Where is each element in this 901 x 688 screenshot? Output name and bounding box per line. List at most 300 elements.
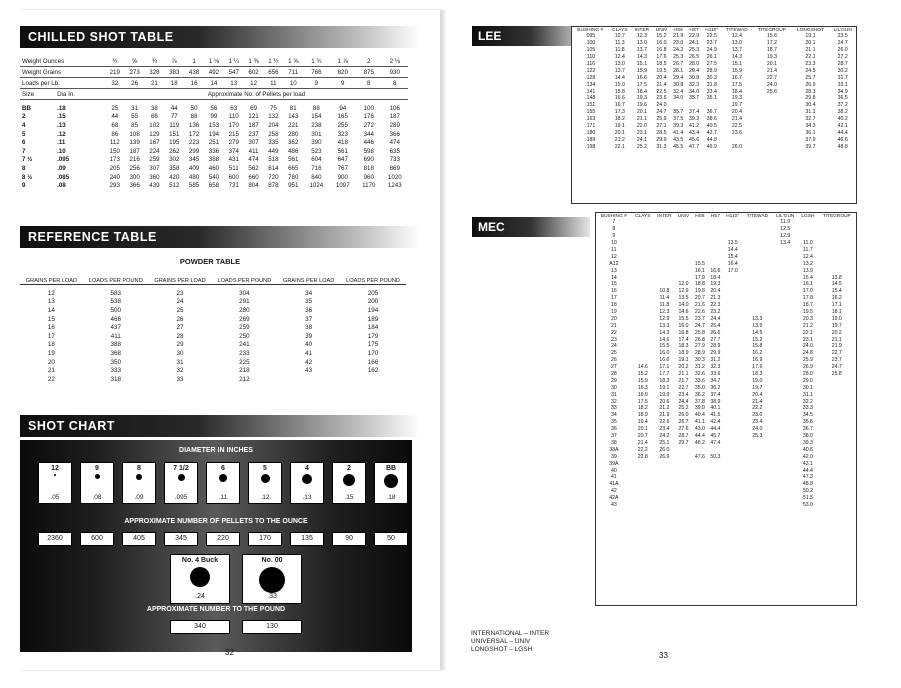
table-cell: 50.2: [802, 488, 813, 495]
table-cell: 23.1: [802, 336, 813, 343]
table-cell: 14.3: [659, 329, 670, 336]
table-cell: [654, 253, 675, 260]
table-cell: 132: [268, 113, 279, 121]
table-cell: 51.5: [802, 495, 813, 502]
loads-header: LOADS PER POUND: [211, 266, 277, 285]
table-row: [20, 56, 408, 67]
table-cell: 34.0: [673, 95, 684, 102]
table-cell: [654, 247, 675, 254]
table-cell: 200: [367, 298, 379, 306]
table-cell: [742, 288, 772, 295]
table-cell: 438: [184, 67, 204, 78]
table-cell: 1243: [387, 182, 402, 190]
table-cell: 20.4: [656, 74, 667, 81]
table-cell: [702, 102, 722, 109]
pellets-caption: APPROXIMATE NUMBER OF PELLETS TO THE OUNCE: [124, 518, 308, 525]
shot-size: 4: [305, 465, 309, 472]
shot-size: 9: [95, 465, 99, 472]
table-cell: [772, 260, 798, 267]
table-cell: 33.4: [706, 88, 717, 95]
table-cell: ⅝: [125, 56, 145, 67]
reference-table-title-text: REFERENCE TABLE: [28, 230, 157, 244]
table-cell: 36.2: [694, 391, 705, 398]
table-cell: 11.9: [780, 219, 791, 226]
table-cell: 18.8: [694, 281, 705, 288]
table-cell: 44: [111, 113, 119, 121]
table-cell: [723, 343, 742, 350]
table-cell: 19: [610, 309, 617, 316]
table-cell: 34: [610, 412, 617, 419]
table-cell: [723, 502, 742, 509]
table-cell: [675, 474, 692, 481]
table-cell: 14.3: [731, 54, 743, 61]
table-cell: [632, 495, 654, 502]
table-cell: [632, 247, 654, 254]
table-cell: 166: [367, 358, 379, 366]
table-cell: 23.5: [837, 33, 848, 40]
table-cell: 28.7: [678, 433, 689, 440]
table-cell: 36.1: [805, 129, 816, 136]
table-cell: 13.4: [780, 240, 791, 247]
table-cell: 205: [109, 164, 120, 172]
table-cell: 216: [129, 156, 140, 164]
table-cell: 869: [389, 164, 400, 172]
table-cell: 766: [303, 67, 329, 78]
table-cell: 17.5: [636, 81, 647, 88]
table-cell: 35: [610, 419, 617, 426]
table-row: [596, 240, 856, 247]
table-cell: [818, 460, 856, 467]
table-cell: 21: [47, 367, 55, 375]
column-header: LGSH: [801, 214, 815, 219]
table-cell: 480: [188, 173, 200, 181]
table-cell: [818, 233, 856, 240]
table-cell: .100: [585, 40, 596, 47]
table-cell: 24.2: [673, 47, 684, 54]
table-cell: 241: [239, 341, 250, 349]
table-cell: 486: [288, 147, 299, 155]
table-cell: 151: [169, 130, 180, 138]
table-cell: 13.0: [731, 40, 743, 47]
table-cell: 19.8: [694, 288, 705, 295]
table-cell: [772, 426, 798, 433]
table-cell: 14.5: [831, 281, 842, 288]
table-row: [596, 281, 856, 288]
table-cell: 48.8: [837, 143, 848, 150]
table-cell: .180: [585, 129, 596, 136]
table-cell: [772, 336, 798, 343]
table-cell: 21.2: [802, 322, 813, 329]
table-cell: [772, 474, 798, 481]
table-row: [596, 391, 856, 398]
table-cell: 16: [610, 288, 617, 295]
table-cell: 77: [170, 113, 178, 121]
table-cell: [772, 357, 798, 364]
table-cell: 30.3: [694, 357, 705, 364]
table-cell: [798, 226, 817, 233]
table-row: [20, 315, 406, 324]
table-cell: 46.9: [706, 143, 717, 150]
table-cell: 15: [47, 315, 55, 323]
table-cell: 26.6: [710, 329, 721, 336]
table-cell: 585: [188, 182, 200, 190]
table-cell: 119: [169, 121, 180, 129]
table-cell: [723, 412, 742, 419]
shot-size: 5: [263, 465, 267, 472]
table-cell: 27: [176, 324, 184, 332]
table-cell: 449: [268, 147, 279, 155]
column-header: TITEWAD: [746, 214, 769, 219]
table-cell: 45.6: [689, 136, 700, 143]
table-cell: 27.2: [837, 54, 848, 61]
column-header: TITEWAD: [726, 28, 748, 33]
table-cell: [708, 502, 724, 509]
table-cell: 13.2: [802, 260, 813, 267]
table-cell: 16.9: [637, 391, 648, 398]
table-cell: [818, 419, 856, 426]
table-cell: [818, 398, 856, 405]
table-cell: 600: [228, 173, 239, 181]
table-cell: [722, 136, 753, 143]
table-cell: 323: [337, 130, 348, 138]
table-cell: [818, 405, 856, 412]
table-cell: 17.1: [659, 364, 670, 371]
table-cell: 40: [305, 341, 313, 349]
table-cell: 13: [47, 298, 55, 306]
table-cell: [675, 488, 692, 495]
table-cell: 23.0: [673, 40, 684, 47]
table-cell: [772, 391, 798, 398]
shot-size: BB: [22, 104, 31, 112]
table-cell: [632, 309, 654, 316]
table-cell: 767: [337, 164, 348, 172]
table-cell: 25.9: [656, 116, 667, 123]
table-cell: 17.0: [727, 267, 738, 274]
table-cell: 12.9: [659, 315, 670, 322]
table-cell: 34.3: [805, 123, 816, 130]
table-cell: [723, 233, 742, 240]
table-cell: 13: [224, 78, 244, 89]
table-row: [572, 67, 856, 74]
table-cell: [692, 219, 708, 226]
table-row: [596, 453, 856, 460]
table-cell: [772, 267, 798, 274]
table-cell: 189: [367, 315, 379, 323]
pellet-dot: [343, 474, 355, 486]
shot-size: 7 1/2: [173, 465, 189, 472]
table-cell: 14.6: [637, 364, 648, 371]
lee-title-text: LEE: [478, 29, 502, 43]
table-cell: 511: [228, 164, 239, 172]
table-cell: 16.4: [727, 260, 738, 267]
table-cell: [818, 467, 856, 474]
table-row: [596, 488, 856, 495]
table-cell: [723, 281, 742, 288]
table-cell: 24.4: [710, 315, 721, 322]
lee-table: [572, 27, 856, 150]
shot-size: BB: [385, 465, 397, 472]
table-cell: 221: [288, 121, 299, 129]
mec-title-text: MEC: [478, 220, 505, 234]
table-cell: [670, 102, 686, 109]
table-cell: 24.1: [636, 136, 647, 143]
table-cell: 21.7: [678, 377, 689, 384]
table-row: [596, 502, 856, 509]
table-cell: [818, 391, 856, 398]
table-cell: [772, 502, 798, 509]
table-cell: 34.9: [837, 88, 848, 95]
table-cell: [752, 116, 791, 123]
table-cell: [818, 488, 856, 495]
table-cell: 466: [110, 315, 121, 323]
chilled-shot-title: [20, 26, 420, 48]
table-cell: 31: [176, 358, 184, 366]
shot-diameter: .05: [50, 494, 60, 501]
table-cell: 1020: [387, 173, 402, 181]
table-cell: [632, 233, 654, 240]
table-cell: 16: [47, 324, 55, 332]
table-row: [20, 67, 408, 78]
table-cell: A12: [609, 260, 619, 267]
table-cell: 100: [363, 104, 374, 112]
table-row: [596, 336, 856, 343]
table-cell: [654, 226, 675, 233]
table-cell: [675, 260, 692, 267]
table-cell: 30.2: [837, 67, 848, 74]
table-cell: [708, 233, 724, 240]
table-cell: 15.5: [659, 343, 670, 350]
table-cell: 34.7: [710, 377, 721, 384]
table-cell: 24.5: [805, 67, 816, 74]
table-cell: 170: [367, 349, 379, 357]
table-cell: 318: [110, 375, 121, 383]
shot-chart-title-text: SHOT CHART: [28, 419, 115, 433]
table-cell: 34: [305, 289, 313, 297]
table-cell: 21.1: [831, 336, 842, 343]
table-cell: 31.3: [656, 143, 667, 150]
table-cell: 38.2: [837, 109, 848, 116]
table-cell: 170: [228, 121, 239, 129]
pellet-count: 135: [290, 532, 324, 546]
table-cell: 102: [149, 121, 160, 129]
table-cell: [692, 481, 708, 488]
table-cell: 18.4: [636, 88, 647, 95]
table-row: [596, 419, 856, 426]
table-cell: [708, 253, 724, 260]
table-cell: 44.4: [694, 433, 705, 440]
table-cell: 11.3: [614, 40, 625, 47]
column-header: HS6: [673, 28, 683, 33]
table-cell: [708, 474, 724, 481]
table-cell: [708, 240, 724, 247]
shot-size: 4: [22, 121, 26, 129]
table-cell: [772, 412, 798, 419]
table-cell: [742, 295, 772, 302]
table-cell: 38: [305, 324, 313, 332]
table-row: [572, 33, 856, 40]
table-cell: 35.7: [673, 109, 684, 116]
table-cell: 42.1: [837, 123, 848, 130]
table-row: [596, 274, 856, 281]
table-cell: 38A: [609, 446, 619, 453]
table-cell: [742, 474, 772, 481]
table-cell: [772, 460, 798, 467]
table-cell: 16.6: [636, 74, 647, 81]
table-row: [596, 467, 856, 474]
table-row: [596, 226, 856, 233]
table-cell: 259: [239, 324, 250, 332]
column-header: H110°: [705, 28, 719, 33]
table-cell: 1: [184, 56, 204, 67]
table-cell: 733: [389, 156, 400, 164]
table-cell: 28.5: [656, 129, 667, 136]
table-cell: 28.9: [706, 67, 717, 74]
table-cell: 81: [289, 104, 297, 112]
shot-size: 2: [347, 465, 351, 472]
table-cell: [818, 502, 856, 509]
table-cell: [675, 226, 692, 233]
table-cell: 75: [269, 104, 277, 112]
table-cell: 23.3: [805, 61, 816, 67]
shot-diameter: .09: [134, 494, 144, 501]
table-cell: 37.5: [673, 116, 684, 123]
table-cell: 39: [305, 332, 313, 340]
pellet-dot: [190, 567, 210, 587]
table-cell: 22.2: [637, 446, 648, 453]
table-cell: 31: [131, 104, 139, 112]
mec-title: [472, 217, 590, 237]
table-cell: 18: [164, 78, 184, 89]
pound-caption: APPROXIMATE NUMBER TO THE POUND: [146, 606, 286, 613]
table-cell: 29.9: [656, 136, 667, 143]
pellet-count: 405: [122, 532, 156, 546]
table-cell: 409: [188, 164, 200, 172]
table-cell: 2 ⅛: [382, 56, 408, 67]
table-cell: 17: [47, 332, 55, 340]
table-cell: .095: [585, 33, 596, 40]
table-cell: 18.4: [731, 88, 743, 95]
table-cell: 27.6: [678, 426, 689, 433]
table-cell: 43: [610, 501, 617, 508]
table-cell: 875: [356, 67, 382, 78]
table-cell: [818, 433, 856, 440]
table-cell: 28: [176, 332, 184, 340]
table-cell: 36.7: [706, 109, 717, 116]
column-header: CLAYS: [635, 214, 651, 219]
table-row: [572, 123, 856, 130]
table-cell: 35.7: [689, 95, 700, 102]
table-row: [20, 78, 408, 89]
table-cell: 14.0: [678, 302, 689, 309]
table-row: [596, 384, 856, 391]
table-cell: [818, 384, 856, 391]
table-cell: [752, 129, 791, 136]
table-cell: .141: [585, 88, 596, 95]
table-cell: [723, 371, 742, 378]
table-cell: [723, 467, 742, 474]
table-cell: 1 ¼: [224, 56, 244, 67]
table-cell: [723, 453, 742, 460]
table-cell: 38: [610, 439, 617, 446]
table-cell: 28.0: [689, 61, 700, 67]
table-cell: [818, 219, 856, 226]
table-cell: 29.9: [710, 350, 721, 357]
table-cell: 37.9: [805, 136, 816, 143]
table-cell: 21.9: [673, 33, 684, 40]
table-cell: 25.7: [805, 74, 816, 81]
table-cell: 37: [305, 315, 313, 323]
table-cell: 15.2: [656, 33, 667, 40]
table-row: [572, 74, 856, 81]
table-cell: [632, 343, 654, 350]
table-cell: 10: [283, 78, 303, 89]
table-row: [596, 288, 856, 295]
table-cell: [742, 226, 772, 233]
table-cell: [692, 467, 708, 474]
table-cell: [723, 364, 742, 371]
reference-table-title: [20, 226, 420, 248]
table-cell: [772, 446, 798, 453]
legend-line: INTERNATIONAL – INTER: [471, 630, 550, 637]
table-cell: [723, 309, 742, 316]
table-cell: 39.3: [802, 439, 813, 446]
table-cell: 41.2: [689, 123, 700, 130]
table-cell: 153: [208, 121, 220, 129]
table-cell: 33: [176, 375, 184, 383]
table-cell: 665: [288, 164, 299, 172]
table-cell: 21: [145, 78, 165, 89]
table-cell: 562: [248, 164, 259, 172]
table-cell: 820: [330, 67, 356, 78]
table-cell: [675, 247, 692, 254]
column-header: INTER: [657, 214, 672, 219]
table-cell: [675, 274, 692, 281]
table-cell: [675, 453, 692, 460]
table-cell: 345: [188, 156, 200, 164]
table-cell: [723, 481, 742, 488]
table-cell: 1097: [335, 182, 350, 190]
table-cell: 28.9: [710, 343, 721, 350]
table-cell: 224: [149, 147, 160, 155]
table-cell: 53.0: [802, 501, 813, 508]
table-cell: 88: [190, 113, 198, 121]
table-cell: 22.5: [656, 88, 667, 95]
table-row: [20, 298, 406, 307]
table-cell: 32.4: [673, 88, 684, 95]
table-cell: 255: [337, 121, 348, 129]
table-row: [596, 426, 856, 433]
table-row: [20, 181, 408, 190]
table-cell: [742, 488, 772, 495]
table-cell: 25.1: [659, 439, 670, 446]
table-cell: [675, 253, 692, 260]
table-cell: 41: [305, 349, 313, 357]
table-cell: 35.0: [694, 384, 705, 391]
table-cell: 20.7: [694, 295, 705, 302]
table-cell: 24.2: [659, 433, 670, 440]
buck-count: 130: [242, 620, 302, 634]
table-cell: 13.5: [678, 295, 689, 302]
table-cell: 27: [610, 364, 617, 371]
table-cell: 30.4: [805, 102, 816, 109]
table-cell: [277, 375, 340, 384]
table-cell: [632, 267, 654, 274]
table-row: [20, 164, 408, 173]
table-cell: 28.9: [694, 350, 705, 357]
table-cell: [742, 495, 772, 502]
table-cell: [772, 405, 798, 412]
table-cell: 8: [612, 226, 616, 233]
